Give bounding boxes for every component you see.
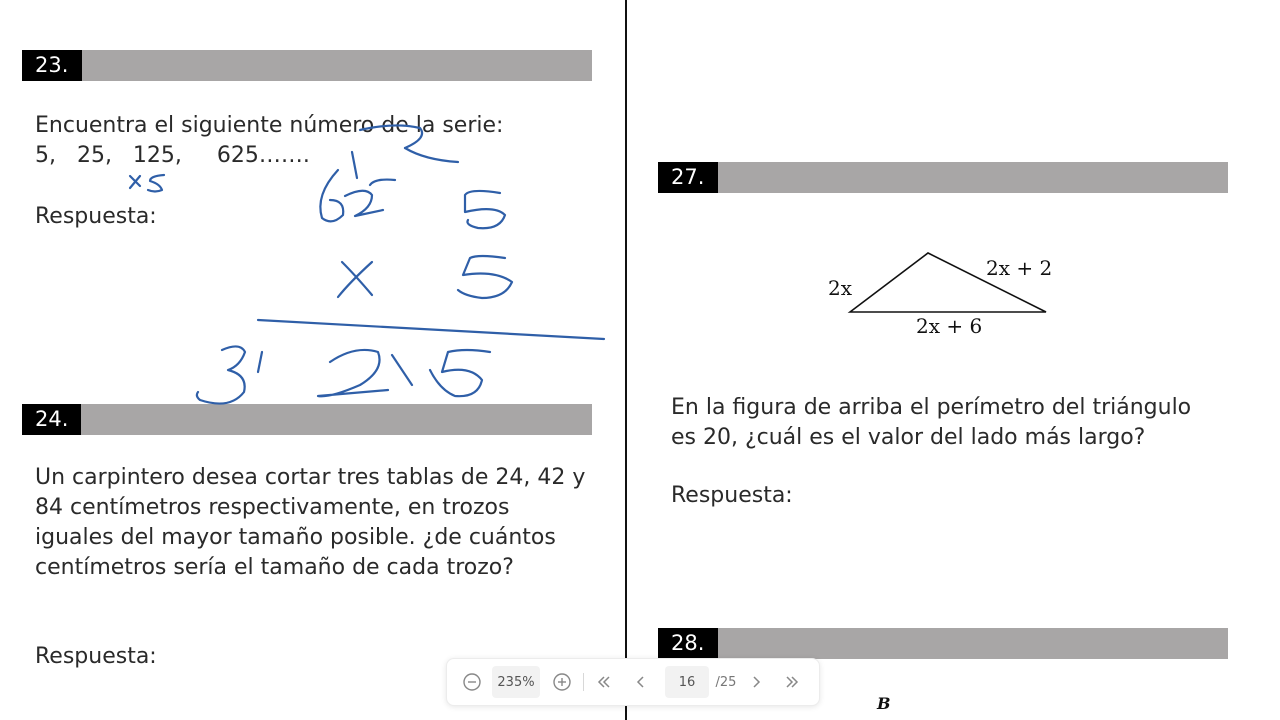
ink-1 (258, 352, 262, 372)
q24-text: Un carpintero desea cortar tres tablas de 24, 42 y 84 centímetros respectivamente, en trozos iguales del mayor tamaño posible. ¿de cuántos centímetros sería el tamaño de cada trozo? (35, 465, 586, 580)
ink-2 (345, 191, 383, 216)
viewer-toolbar (446, 658, 820, 706)
ink-carry-2 (360, 125, 422, 148)
q23-series: 5, 25, 125, 625……. (35, 143, 310, 168)
ink-times (338, 262, 372, 297)
zoom-level[interactable]: 235% (492, 666, 540, 698)
ink-2b (318, 350, 388, 396)
ink-5 (465, 191, 505, 228)
q28-figure-label: B (877, 694, 891, 713)
zoom-out-button[interactable] (457, 659, 487, 705)
chevron-left-icon (632, 673, 650, 691)
next-page-button[interactable] (743, 659, 769, 705)
ink-carry-1 (352, 152, 357, 178)
double-chevron-left-icon (595, 673, 613, 691)
total-pages: /25 (715, 674, 737, 690)
ink-5b (458, 256, 512, 298)
ink-3 (197, 346, 245, 403)
question-number-23: 23. (22, 50, 82, 81)
question-number-28: 28. (658, 628, 718, 659)
plus-circle-icon (552, 672, 572, 692)
q27-text: En la figura de arriba el perímetro del triángulo es 20, ¿cuál es el valor del lado más largo? (671, 395, 1192, 450)
q23-answer-label: Respuesta: (35, 204, 157, 229)
q23-prompt: Encuentra el siguiente número de la serie: (35, 113, 504, 138)
first-page-button[interactable] (589, 659, 619, 705)
question-number-27: 27. (658, 162, 718, 193)
ink-slash (392, 355, 412, 385)
ink-x5-5 (148, 175, 164, 192)
question-number-24: 24. (22, 404, 81, 435)
triangle-right-label: 2x + 2 (986, 256, 1053, 280)
last-page-button[interactable] (777, 659, 807, 705)
ink-x5-x (130, 176, 140, 188)
triangle-base-label: 2x + 6 (916, 314, 983, 338)
minus-circle-icon (462, 672, 482, 692)
previous-page-button[interactable] (627, 659, 655, 705)
zoom-in-button[interactable] (547, 659, 577, 705)
toolbar-separator (583, 673, 584, 691)
chevron-right-icon (747, 673, 765, 691)
ink-6 (320, 170, 343, 221)
double-chevron-right-icon (783, 673, 801, 691)
current-page-input[interactable]: 16 (665, 666, 709, 698)
q24-answer-label: Respuesta: (35, 644, 157, 669)
ink-result-line (258, 320, 604, 339)
ink-5c (430, 350, 490, 396)
triangle-left-label: 2x (828, 276, 853, 300)
q27-answer-label: Respuesta: (671, 483, 793, 508)
